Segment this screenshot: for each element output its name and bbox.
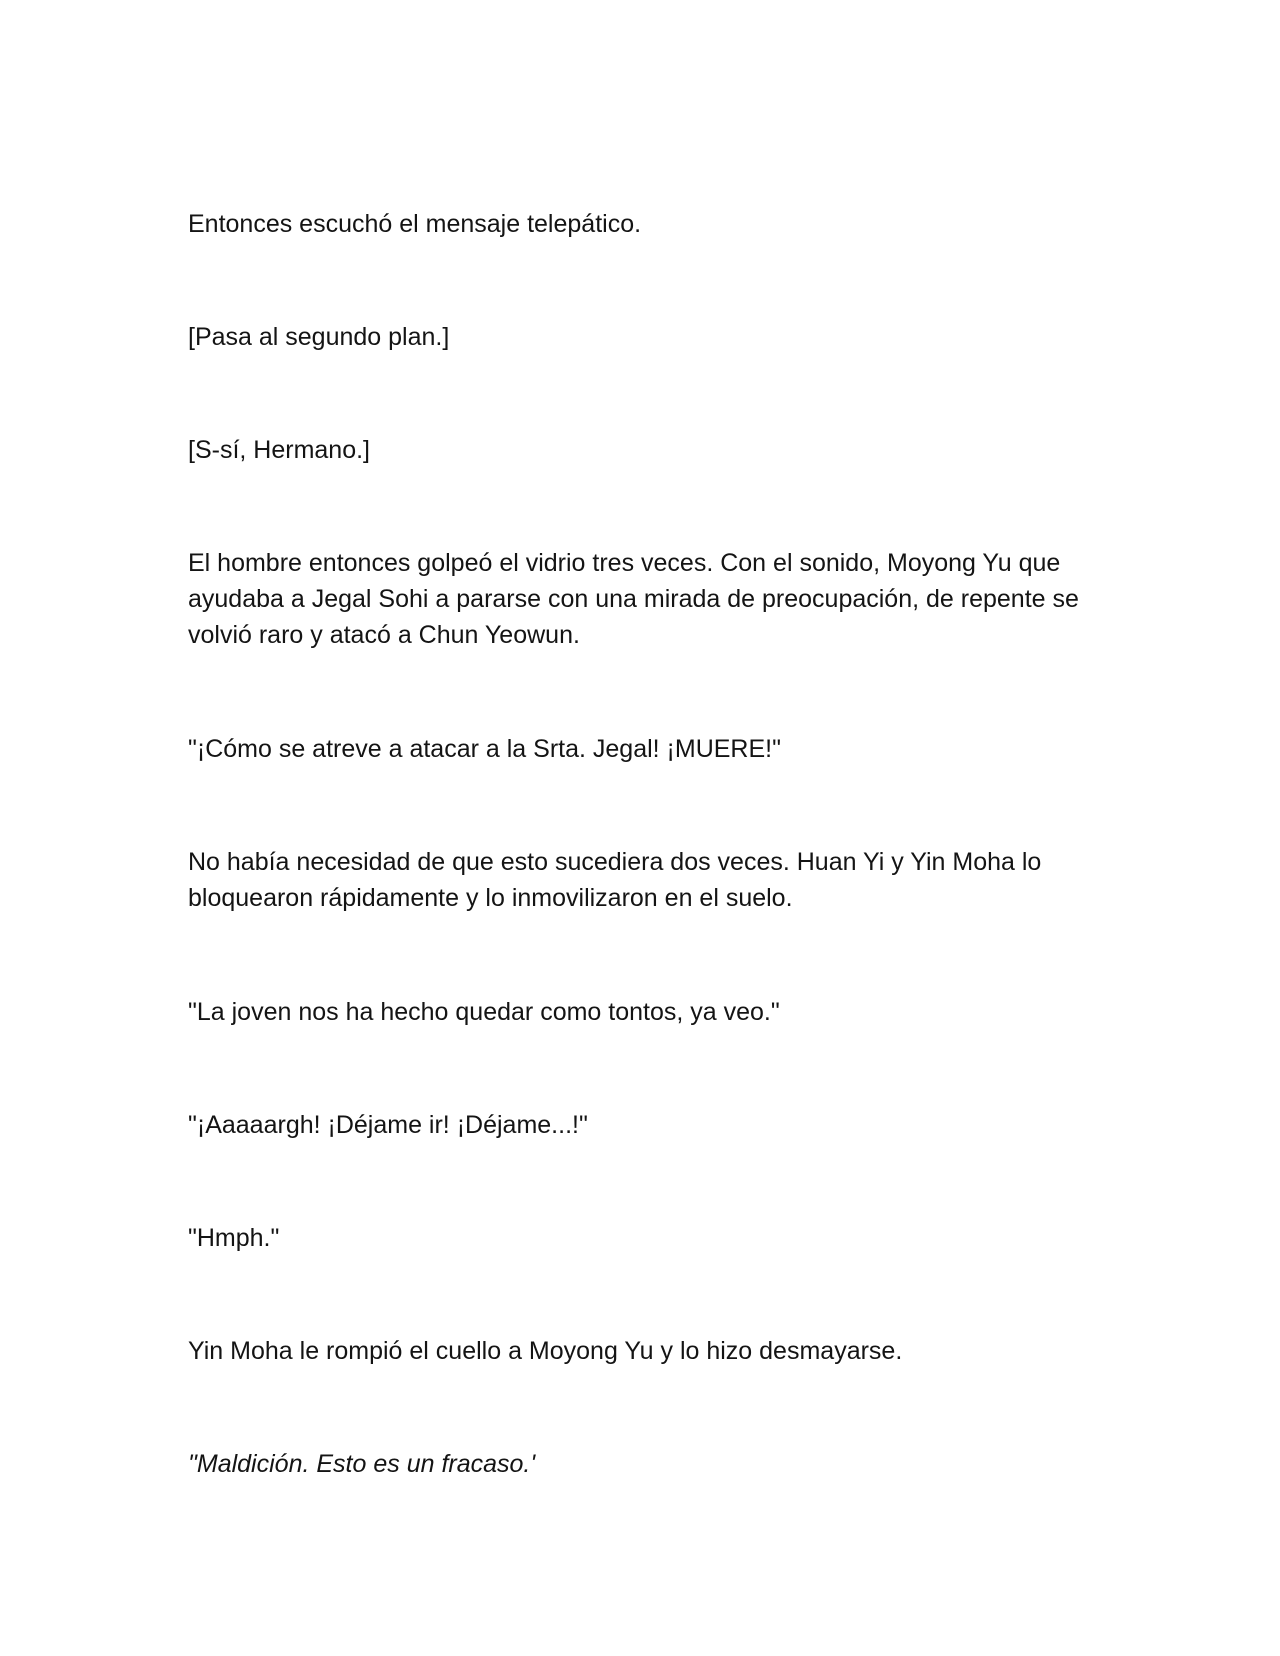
paragraph-1: Entonces escuchó el mensaje telepático. [188,210,642,238]
paragraph-2: [Pasa al segundo plan.] [188,323,450,351]
paragraph-3: [S-sí, Hermano.] [188,436,370,464]
paragraph-6: No había necesidad de que esto sucediera dos veces. Huan Yi y Yin Moha lo bloquearon rápidamente y lo inmovilizaron en el suelo. [188,848,1042,912]
paragraph-8: "¡Aaaaargh! ¡Déjame ir! ¡Déjame...!" [188,1111,588,1139]
paragraph-5: "¡Cómo se atreve a atacar a la Srta. Jegal! ¡MUERE!" [188,735,781,763]
paragraph-10: Yin Moha le rompió el cuello a Moyong Yu y lo hizo desmayarse. [188,1337,903,1365]
paragraph-4: El hombre entonces golpeó el vidrio tres veces. Con el sonido, Moyong Yu que ayudaba a Jegal Sohi a pararse con una mirada de preocupación, de repente se volvió raro y atacó a Chun Yeowun. [188,549,1079,649]
paragraph-9: "Hmph." [188,1224,280,1252]
paragraph-7: "La joven nos ha hecho quedar como tontos, ya veo." [188,998,780,1026]
paragraph-11-thought: "Maldición. Esto es un fracaso.' [188,1450,536,1478]
